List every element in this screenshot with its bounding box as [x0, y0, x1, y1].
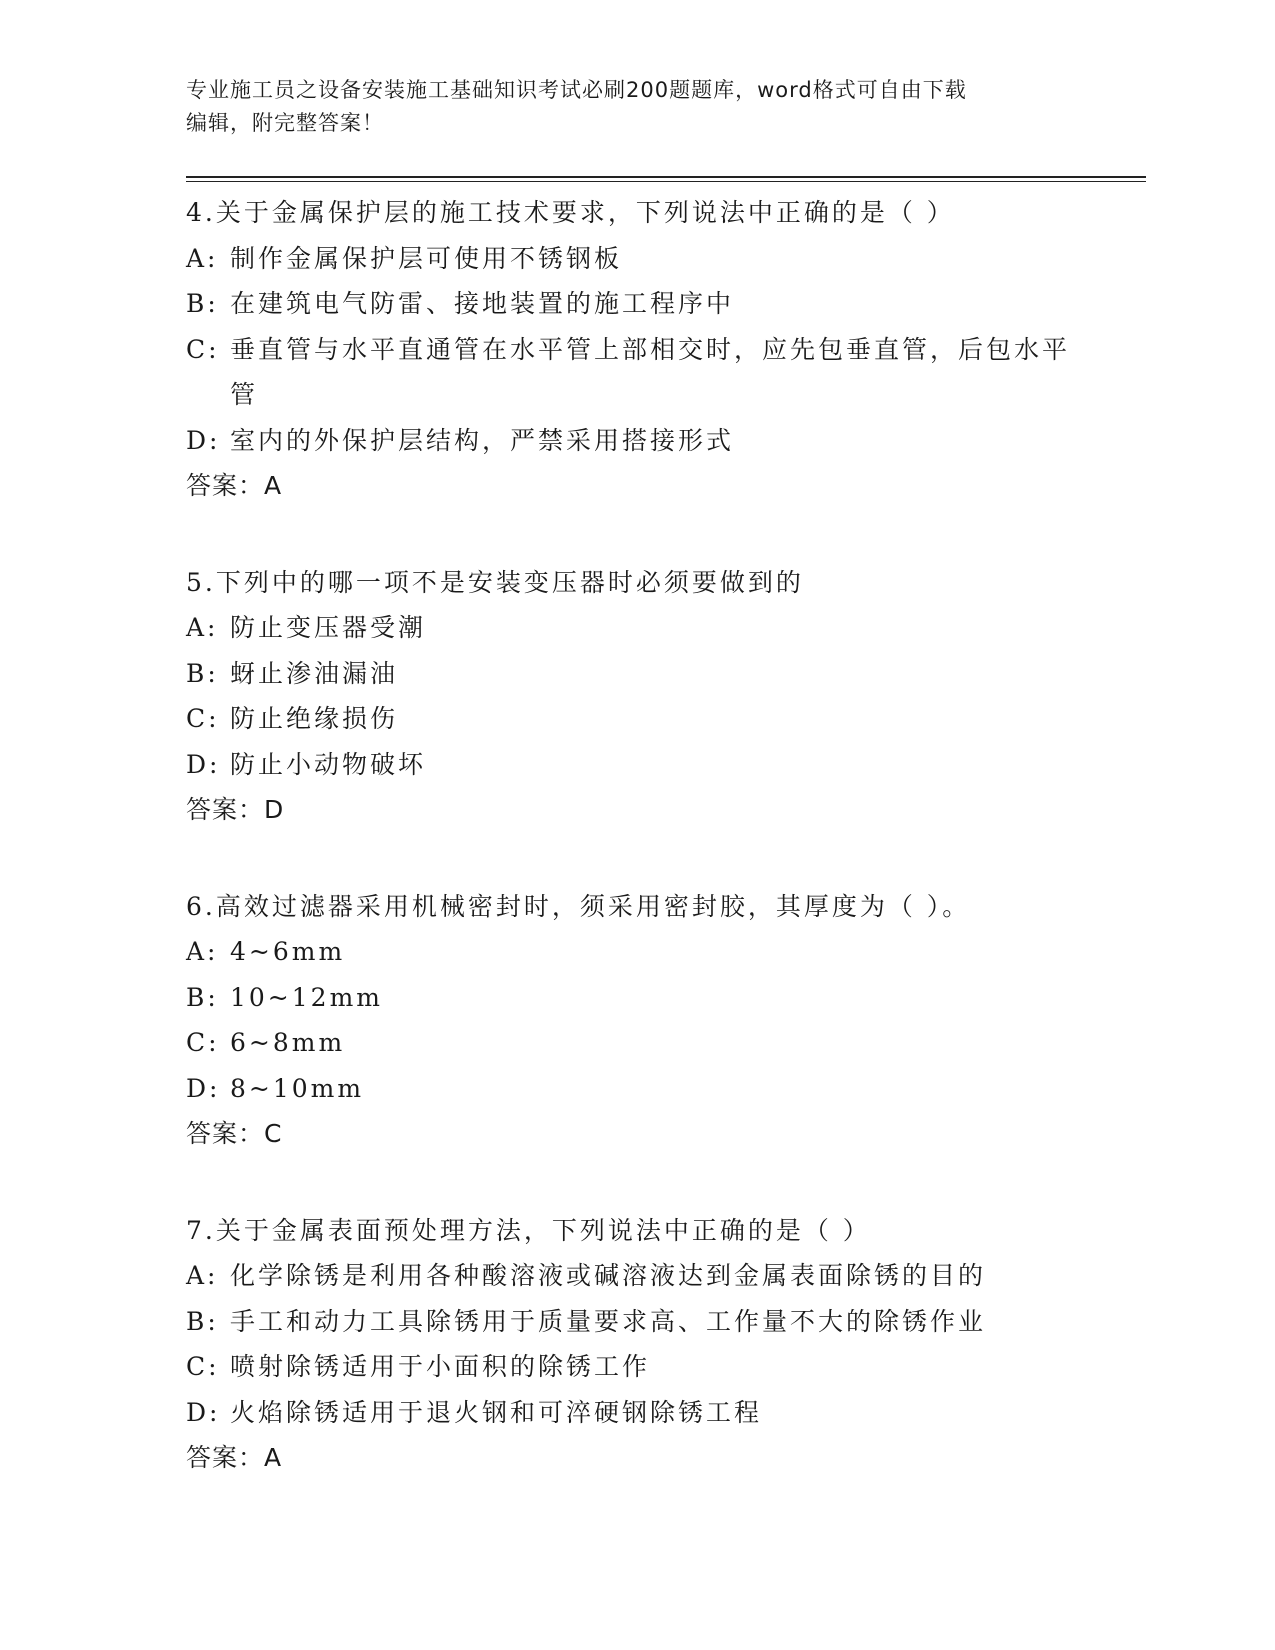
header-divider-thick: [186, 176, 1146, 178]
answer-line: 答案：C: [186, 1119, 283, 1148]
question-6: [186, 884, 1086, 1157]
option-key: C:: [186, 1352, 220, 1381]
option-text: 在建筑电气防雷、接地装置的施工程序中: [230, 289, 735, 318]
option-key: A:: [186, 1261, 219, 1290]
option-a: [186, 605, 1086, 651]
question-list: [186, 190, 1086, 1532]
option-b: [186, 975, 1086, 1021]
option-c: [186, 327, 1086, 418]
question-4: [186, 190, 1086, 509]
option-text: 喷射除锈适用于小面积的除锈工作: [230, 1352, 651, 1381]
option-text: 防止变压器受潮: [230, 613, 427, 642]
option-key: D:: [186, 425, 221, 455]
option-key: D:: [186, 1397, 221, 1427]
option-key: B:: [186, 982, 219, 1012]
option-c: [186, 696, 1086, 742]
header-title-line1: 专业施工员之设备安装施工基础知识考试必刷200题题库，word格式可自由下载: [186, 78, 967, 102]
option-key: C:: [186, 704, 220, 733]
option-text: 制作金属保护层可使用不锈钢板: [230, 243, 623, 273]
question-stem: 6.高效过滤器采用机械密封时，须采用密封胶，其厚度为（ ）。: [186, 891, 971, 921]
option-text: 防止绝缘损伤: [230, 704, 399, 733]
option-key: D:: [186, 1073, 221, 1103]
option-text: 室内的外保护层结构，严禁采用搭接形式: [230, 425, 735, 455]
question-stem: 5.下列中的哪一项不是安装变压器时必须要做到的: [186, 567, 804, 597]
option-a: [186, 929, 1086, 975]
option-text: 火焰除锈适用于退火钢和可淬硬钢除锈工程: [230, 1397, 763, 1427]
option-text: 4~6mm: [230, 937, 346, 966]
option-d: [186, 742, 1086, 788]
option-key: B:: [186, 1306, 219, 1336]
answer-line: 答案：A: [186, 471, 283, 500]
header-divider-thin: [186, 181, 1146, 182]
question-5: [186, 560, 1086, 833]
document-header: [186, 74, 1066, 140]
option-c: [186, 1020, 1086, 1066]
option-text: 10~12mm: [230, 982, 383, 1012]
option-b: [186, 651, 1086, 697]
option-key: C:: [186, 1028, 220, 1057]
option-text: 6~8mm: [230, 1028, 346, 1057]
option-text: 化学除锈是利用各种酸溶液或碱溶液达到金属表面除锈的目的: [230, 1261, 987, 1290]
option-a: [186, 1253, 1086, 1299]
option-key: A:: [186, 613, 219, 642]
option-key: A:: [186, 937, 219, 966]
option-d: [186, 418, 1086, 464]
option-b: [186, 281, 1086, 327]
option-text: 防止小动物破坏: [230, 749, 427, 779]
option-text: 8~10mm: [230, 1073, 365, 1103]
option-text: 垂直管与水平直通管在水平管上部相交时，应先包垂直管，后包水平管: [230, 334, 1071, 409]
option-d: [186, 1390, 1086, 1436]
option-key: B:: [186, 658, 219, 688]
option-c: [186, 1344, 1086, 1390]
option-key: C:: [186, 334, 220, 364]
question-stem: 7.关于金属表面预处理方法，下列说法中正确的是（ ）: [186, 1215, 871, 1245]
answer-line: 答案：D: [186, 795, 285, 824]
answer-line: 答案：A: [186, 1443, 283, 1472]
option-text: 手工和动力工具除锈用于质量要求高、工作量不大的除锈作业: [230, 1306, 987, 1336]
option-key: B:: [186, 289, 219, 318]
option-key: D:: [186, 749, 221, 779]
option-key: A:: [186, 243, 219, 273]
option-text: 蚜止渗油漏油: [230, 658, 399, 688]
option-d: [186, 1066, 1086, 1112]
option-b: [186, 1299, 1086, 1345]
option-a: [186, 236, 1086, 282]
question-7: [186, 1208, 1086, 1481]
question-stem: 4.关于金属保护层的施工技术要求，下列说法中正确的是（ ）: [186, 198, 955, 227]
header-title-line2: 编辑，附完整答案！: [186, 111, 384, 135]
